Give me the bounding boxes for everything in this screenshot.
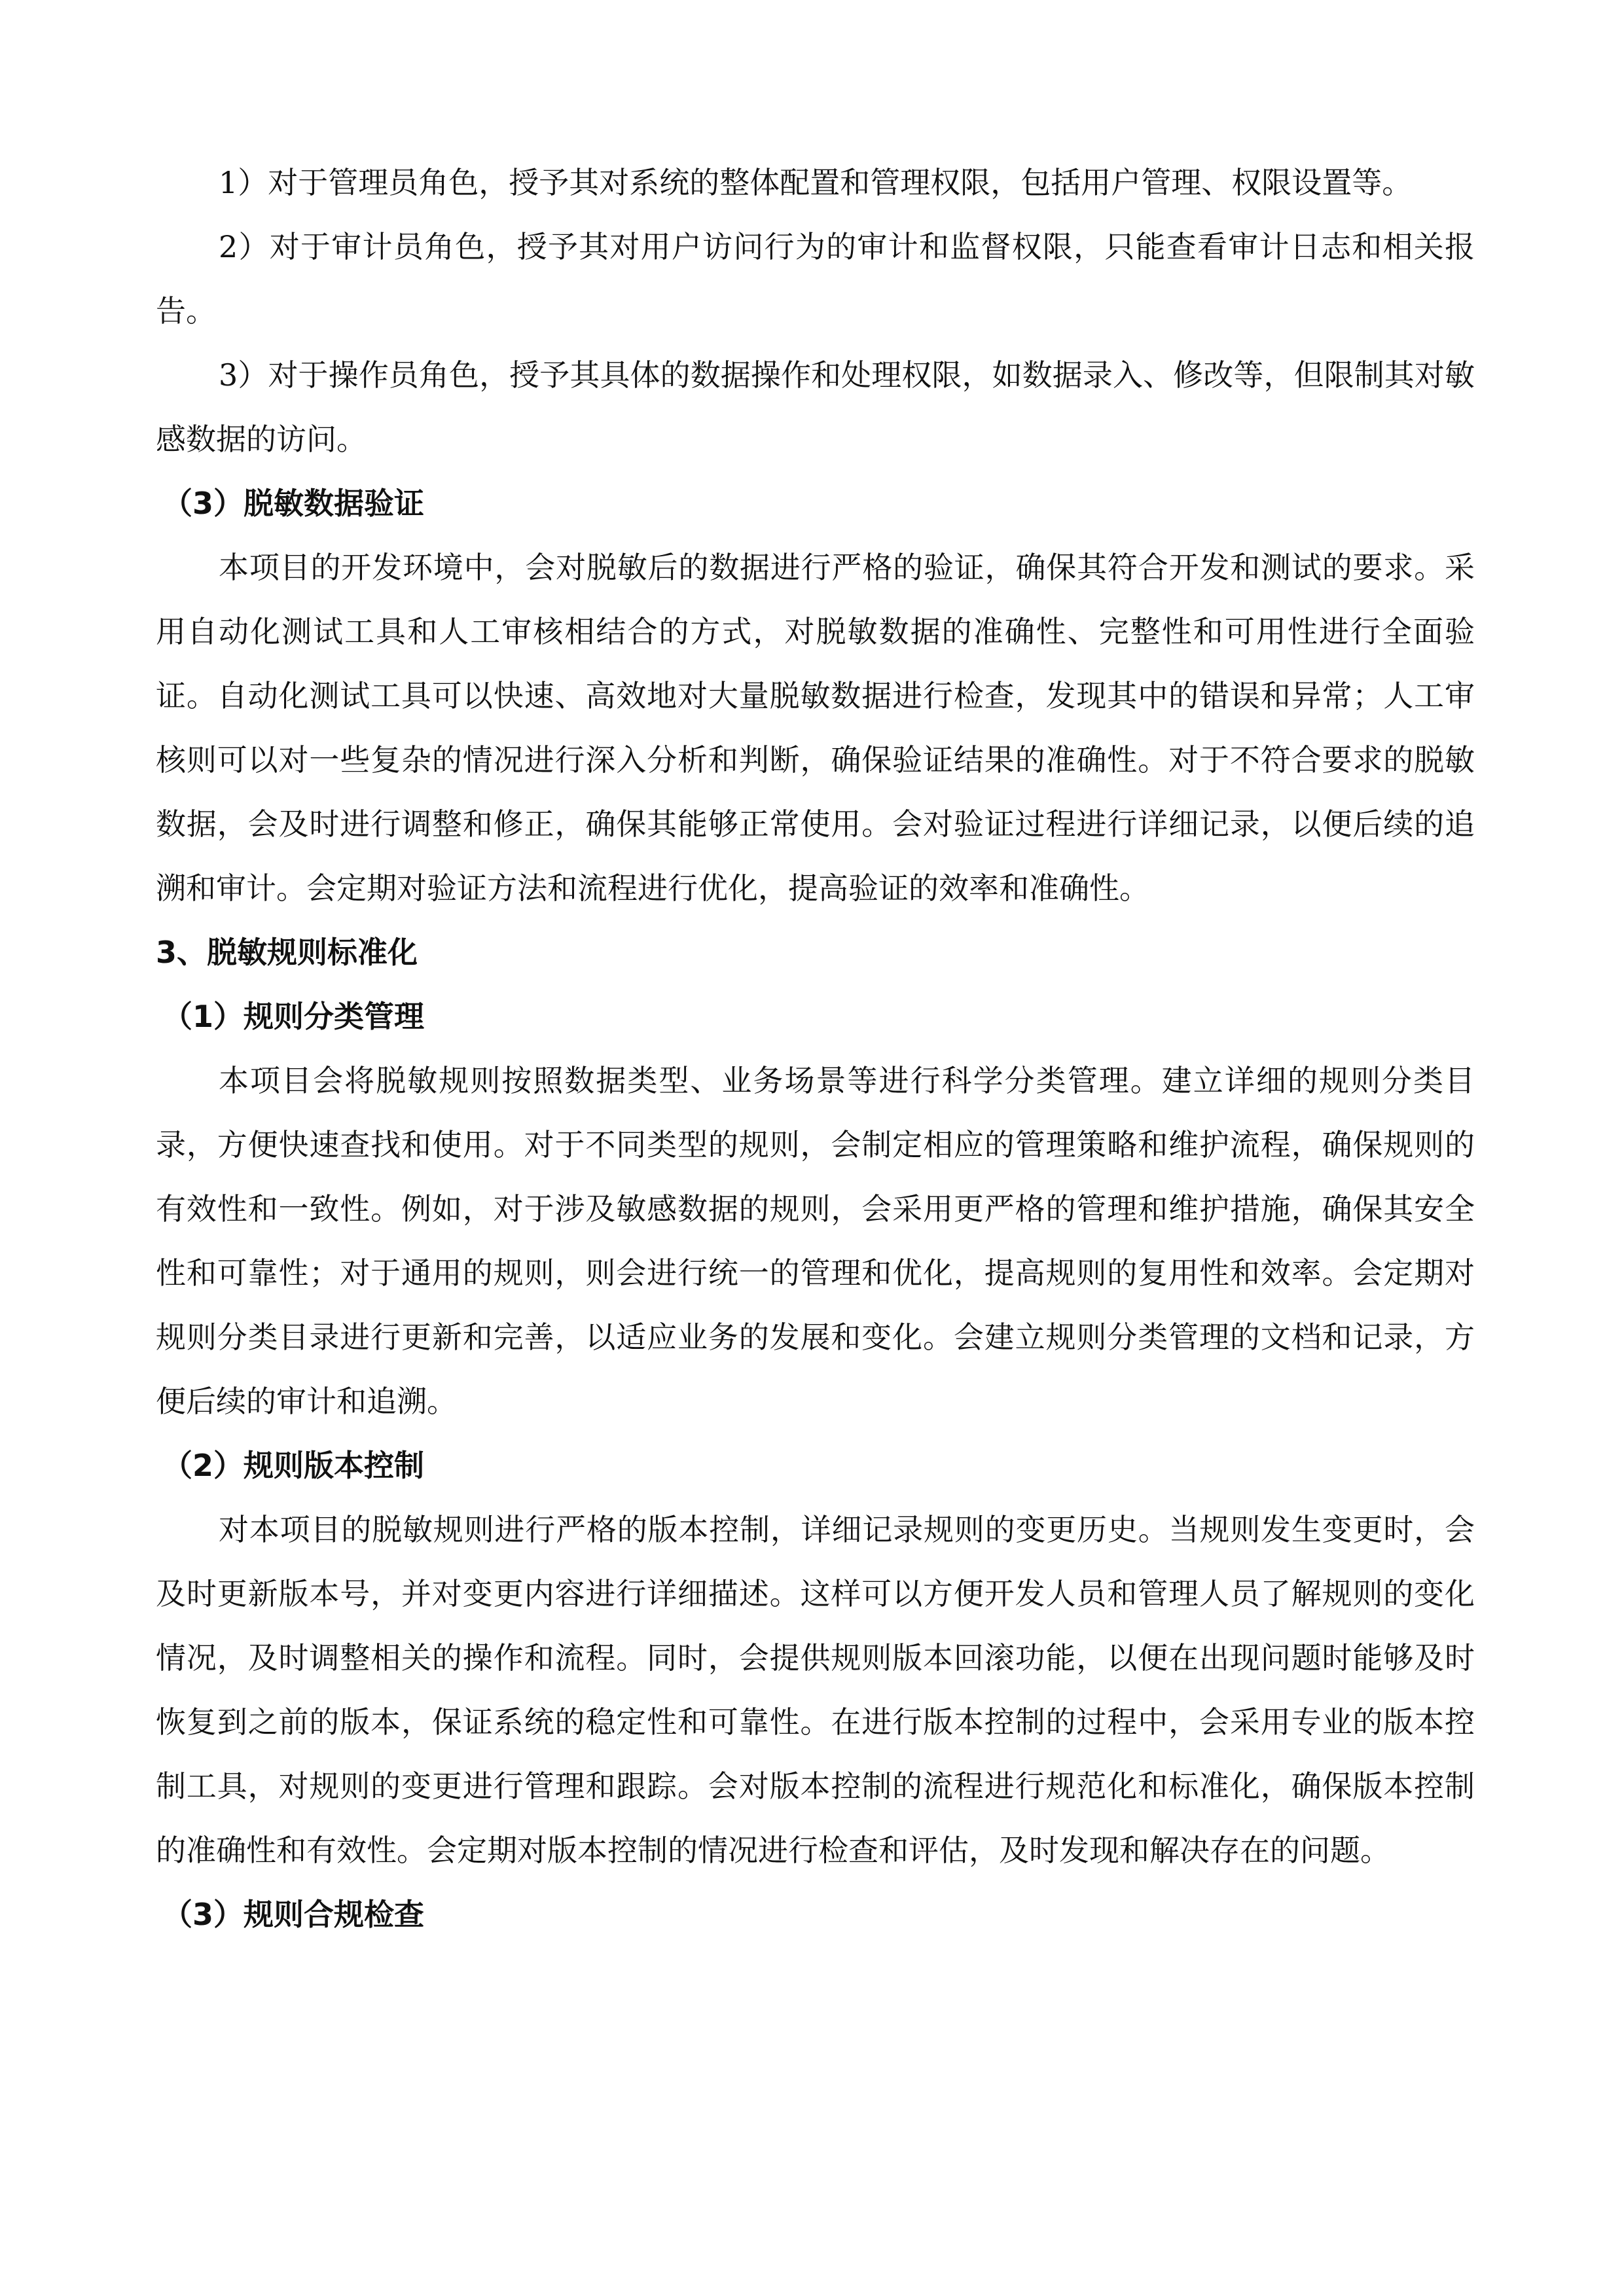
paragraph-admin-role: 1）对于管理员角色，授予其对系统的整体配置和管理权限，包括用户管理、权限设置等。	[219, 165, 1413, 200]
paragraph-auditor-role: 2）对于审计员角色，授予其对用户访问行为的审计和监督权限，只能查看审计日志和相关报告。	[156, 229, 1475, 329]
paragraph-rule-classification: 本项目会将脱敏规则按照数据类型、业务场景等进行科学分类管理。建立详细的规则分类目录，方便快速查找和使用。对于不同类型的规则，会制定相应的管理策略和维护流程，确保规则的有效性和一致性。例如，对于涉及敏感数据的规则，会采用更严格的管理和维护措施，确保其安全性和可靠性；对于通用的规则，则会进行统一的管理和优化，提高规则的复用性和效率。会定期对规则分类目录进行更新和完善，以适应业务的发展和变化。会建立规则分类管理的文档和记录，方便后续的审计和追溯。	[156, 1063, 1475, 1419]
heading-rule-version-control: （2）规则版本控制	[162, 1448, 425, 1483]
heading-rule-standardization: 3、脱敏规则标准化	[156, 935, 418, 970]
heading-masked-data-validation: （3）脱敏数据验证	[162, 486, 425, 521]
heading-rule-classification: （1）规则分类管理	[162, 999, 425, 1034]
paragraph-operator-role: 3）对于操作员角色，授予其具体的数据操作和处理权限，如数据录入、修改等，但限制其对敏感数据的访问。	[156, 357, 1475, 457]
paragraph-validation: 本项目的开发环境中，会对脱敏后的数据进行严格的验证，确保其符合开发和测试的要求。采用自动化测试工具和人工审核相结合的方式，对脱敏数据的准确性、完整性和可用性进行全面验证。自动化测试工具可以快速、高效地对大量脱敏数据进行检查，发现其中的错误和异常；人工审核则可以对一些复杂的情况进行深入分析和判断，确保验证结果的准确性。对于不符合要求的脱敏数据，会及时进行调整和修正，确保其能够正常使用。会对验证过程进行详细记录，以便后续的追溯和审计。会定期对验证方法和流程进行优化，提高验证的效率和准确性。	[156, 550, 1475, 906]
heading-rule-compliance-check: （3）规则合规检查	[162, 1897, 425, 1932]
document-body	[156, 151, 1475, 1946]
paragraph-rule-version-control: 对本项目的脱敏规则进行严格的版本控制，详细记录规则的变更历史。当规则发生变更时，会及时更新版本号，并对变更内容进行详细描述。这样可以方便开发人员和管理人员了解规则的变化情况，及时调整相关的操作和流程。同时，会提供规则版本回滚功能，以便在出现问题时能够及时恢复到之前的版本，保证系统的稳定性和可靠性。在进行版本控制的过程中，会采用专业的版本控制工具，对规则的变更进行管理和跟踪。会对版本控制的流程进行规范化和标准化，确保版本控制的准确性和有效性。会定期对版本控制的情况进行检查和评估，及时发现和解决存在的问题。	[156, 1512, 1475, 1868]
